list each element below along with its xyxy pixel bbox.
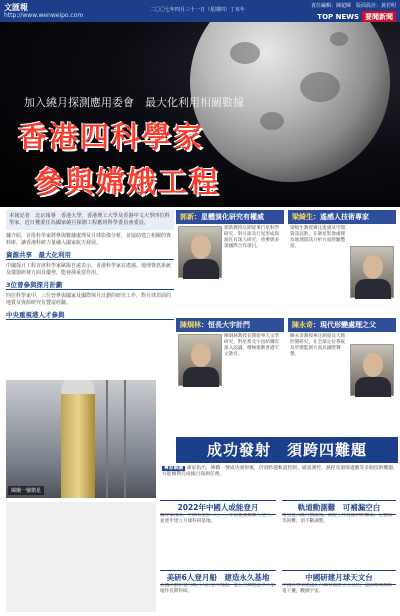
body-paragraph-3: 四位科學家中，三位曾參與國家及國際探月計劃的研究工作，對月球表面的地質及資源研究有豐富經驗。 <box>6 293 172 306</box>
profile-role: ：恒長大宇計門 <box>201 321 250 329</box>
hero-kicker: 加入繞月探測應用委會 最大化利用相關數據 <box>24 96 244 109</box>
section-body-2: 衛星進入繞月軌道後，測控工作將面對距離遠、信號弱等困難，須不斷調整。 <box>282 513 393 524</box>
rocket-caption: 嫦娥一號衛星 <box>8 486 44 495</box>
newspaper-logo: 文匯報 <box>4 3 28 12</box>
profile-name: 郭新 <box>180 213 194 221</box>
expert-analysis <box>162 466 398 478</box>
profile-name: 梁綺生 <box>292 213 313 221</box>
section-en: TOP NEWS <box>317 13 359 21</box>
subhead-2: 3位曾參與探月計劃 <box>6 280 174 290</box>
section-title-2: 軌道動測難 可補漏空白 <box>282 500 396 515</box>
section-title-1: 2022年中國人或能登月 <box>160 500 276 515</box>
masthead <box>0 0 400 22</box>
editor-credit: 責任編輯：陳超暉 版面設計：黃若明 <box>310 3 396 9</box>
section-body-1: 據專家預計，中國有望於二〇二二年前後實現載人登月，並逐步建立月球科研基地。 <box>160 513 275 524</box>
rocket-photo <box>6 380 156 498</box>
section-title-4: 中國研建月球天文台 <box>282 570 396 585</box>
profile-text: 陳炯林教授長期從事天文學研究，對星系及宇宙結構有深入認識，積極推動香港天文教育。 <box>224 334 280 357</box>
site-url[interactable]: http://www.wenweipo.com <box>4 12 84 19</box>
profile-text: 陳永奇教授專注測量及大地形變研究，在全球定位系統及形變監測方面具國際聲譽。 <box>290 334 346 357</box>
profile-role: ：星體演化研究有權威 <box>194 213 264 221</box>
profile-1 <box>176 210 284 294</box>
issue-date: 二〇〇七年四月三十一日（星期四）丁亥年 <box>150 7 246 13</box>
portrait-photo <box>178 226 222 278</box>
profile-4 <box>288 318 396 402</box>
profile-text: 郭新教授長期從事行星科學研究，對月球及行星形成與演化有深入研究，曾參與多項國際合作項目。 <box>224 226 280 249</box>
profile-name: 陳炯林 <box>180 321 201 329</box>
section-zh: 要聞新聞 <box>362 11 396 23</box>
profile-role: ：現代形變處理之父 <box>313 321 376 329</box>
analysis-text: 專家指出，嫦娥一號成功發射後，仍須跨越軌道控制、通訊測控、熱控及環境適應等多個技術難題，方能順利完成繞月探測任務。 <box>162 466 398 478</box>
headline-line-1: 香港四科學家 <box>18 120 205 154</box>
profile-2 <box>288 210 396 294</box>
portrait-photo <box>350 344 394 396</box>
subhead-1: 資源共享 最大化利用 <box>6 250 174 260</box>
section-body-4: 中國科學家建議在月球背面建立天文台，避開地球無線電干擾，觀測宇宙。 <box>282 583 393 594</box>
scientist-profiles <box>176 210 396 435</box>
profile-role: ：遙感人技術專家 <box>313 213 369 221</box>
profile-3 <box>176 318 284 402</box>
section-banner: 成功發射 須跨四難題 <box>176 437 398 463</box>
headline-line-2: 參與嫦娥工程 <box>34 165 221 199</box>
left-column <box>6 210 174 320</box>
portrait-photo <box>350 246 394 298</box>
hero-banner <box>0 22 400 207</box>
subhead-3: 中央重視港人才參與 <box>6 310 174 320</box>
section-body-3: 美國計劃研製可載六人的登月飛船，並在月球建造永久基地作長期科研。 <box>160 583 275 594</box>
analysis-label: 專家解讀 <box>164 466 184 471</box>
portrait-photo <box>178 334 222 386</box>
body-paragraph-2: 中國探月工程首席科學家歐陽自遠表示，香港科學家在遙感、地理資訊系統及儀器研發方面具優勢，能發揮重要作用。 <box>6 263 172 276</box>
profile-name: 陳永奇 <box>292 321 313 329</box>
body-paragraph-1: 據介紹，首批科學家將參與數據處理及月球影像分析，並協助建立相關的資料庫，讓香港科研力量融入國家航天發展。 <box>6 233 172 246</box>
section-title-3: 美研6人登月船 建造永久基地 <box>160 570 276 585</box>
lead-paragraph: 本報記者 北京報導 香港大學、香港理工大學及香港中文大學四位科學家，近日獲委任為國家繞月探測工程應用科學委員會委員。 <box>6 210 174 230</box>
profile-text: 梁綺生教授專注遙感及空間資訊技術，在衛星影像處理及地理資訊分析方面經驗豐富。 <box>290 226 346 249</box>
rocket-sidebar <box>6 502 156 612</box>
